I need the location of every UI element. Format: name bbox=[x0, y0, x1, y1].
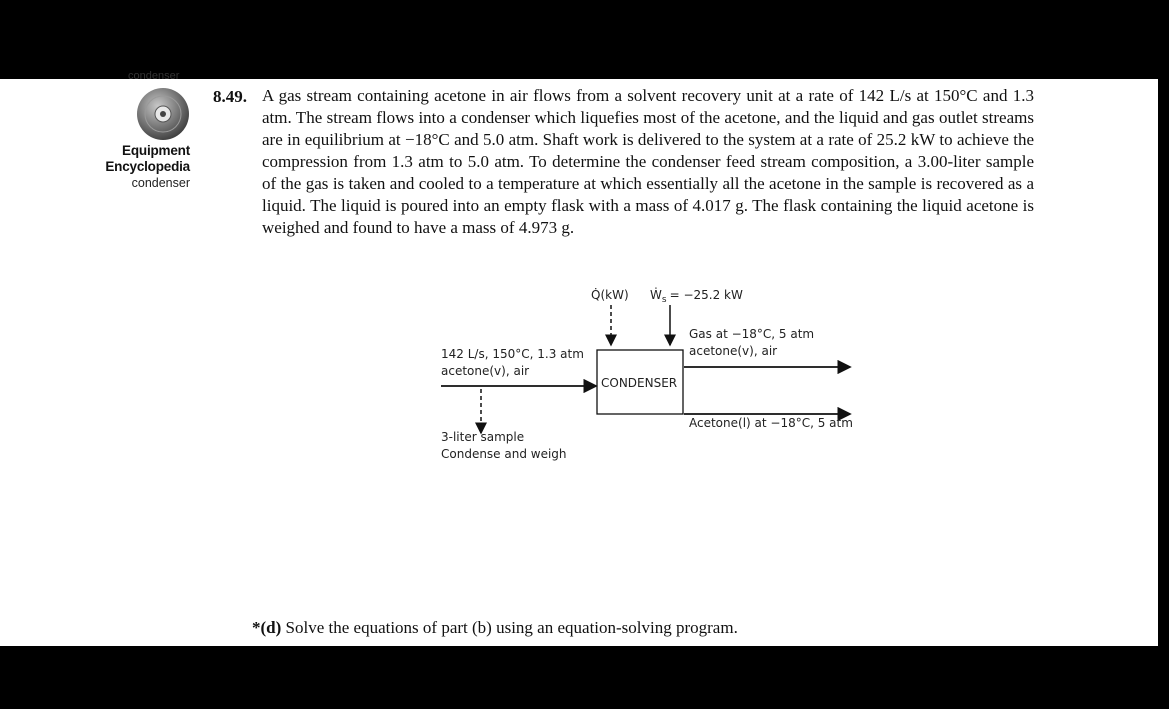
feed-conditions: 142 L/s, 150°C, 1.3 atm bbox=[441, 347, 584, 361]
sample-label-line2: Condense and weigh bbox=[441, 447, 567, 461]
textbook-page bbox=[0, 70, 1158, 646]
problem-number: 8.49. bbox=[213, 87, 247, 106]
disc-icon bbox=[135, 86, 191, 142]
sidebar-title-line1: Equipment bbox=[122, 143, 190, 158]
gas-outlet-conditions: Gas at −18°C, 5 atm bbox=[689, 327, 815, 341]
sidebar-subtitle: condenser bbox=[131, 176, 190, 190]
liquid-outlet-label: Acetone(l) at −18°C, 5 atm bbox=[689, 416, 853, 430]
shaft-work-symbol: Ẇ$_s$ = −25.2 kW bbox=[650, 288, 743, 305]
part-d-label: *(d) bbox=[252, 618, 282, 637]
problem-statement: A gas stream containing acetone in air flows from a solvent recovery unit at a rate of 142 L/s at 150°C and 1.3 atm. The stream flows into a condenser which liquefies most of the acetone, and the liquid and gas outlet streams are in equilibrium at −18°C and 5.0 atm. Shaft work is delivered to the system at a rate of 25.2 kW to achieve the compression from 1.3 atm to 5.0 atm. To determine the condenser feed stream composition, a 3.00-liter sample of the gas is taken and cooled to a temperature at which essentially all the acetone in the sample is recovered as a liquid. The liquid is poured into an empty flask with a mass of 4.017 g. The flask containing the liquid acetone is weighed and found to have a mass of 4.973 g. bbox=[262, 86, 1034, 237]
part-d bbox=[252, 618, 738, 638]
sidebar-title-line2: Encyclopedia bbox=[105, 159, 190, 174]
gas-outlet-composition: acetone(v), air bbox=[689, 344, 778, 358]
scrollbar[interactable] bbox=[1158, 79, 1169, 646]
sample-label-line1: 3-liter sample bbox=[441, 430, 525, 444]
condenser-flowchart bbox=[430, 279, 870, 469]
feed-composition: acetone(v), air bbox=[441, 364, 530, 378]
heat-label: Q̇(kW) bbox=[591, 288, 629, 302]
condenser-label: CONDENSER bbox=[601, 376, 678, 390]
part-d-text: Solve the equations of part (b) using an equation-solving program. bbox=[281, 618, 738, 637]
clipped-sidebar-label: condenser bbox=[128, 70, 180, 82]
